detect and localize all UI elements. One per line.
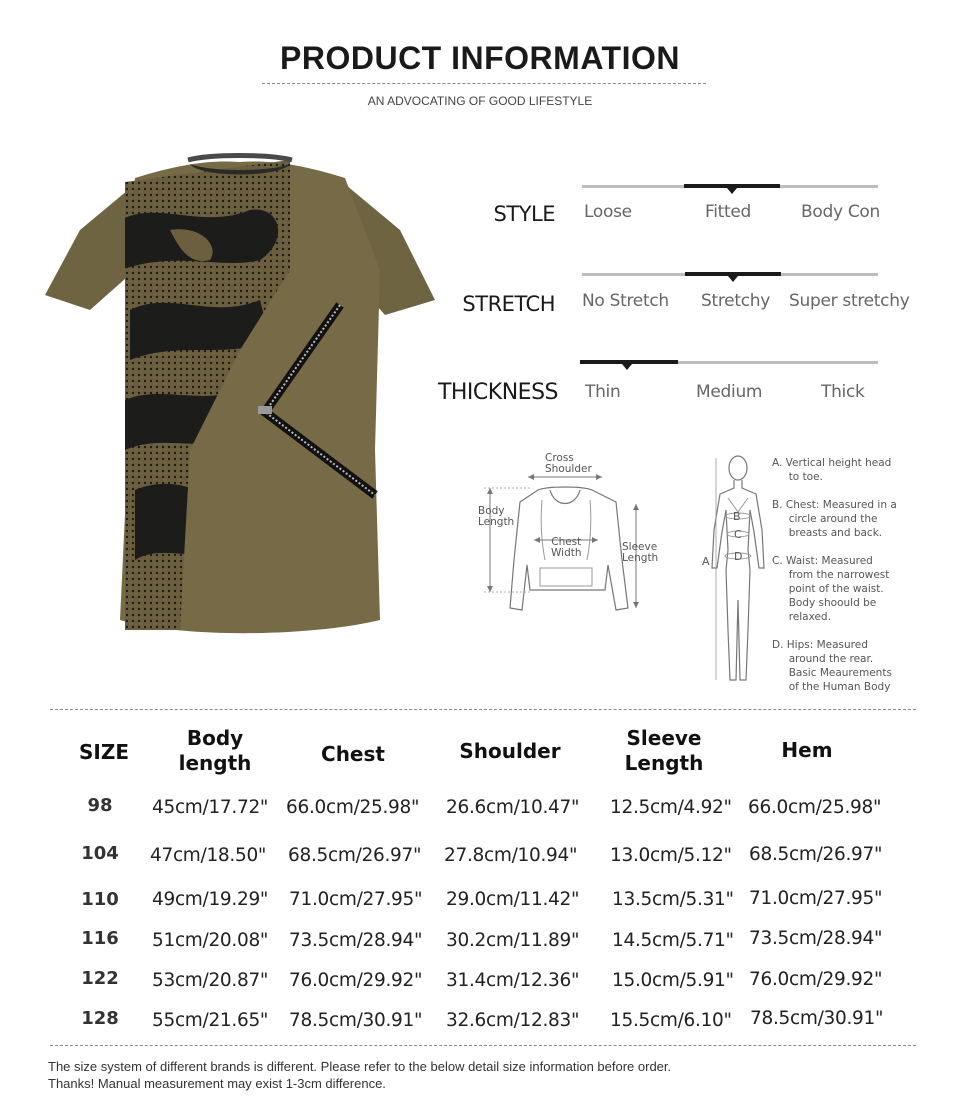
row-shoulder: 32.6cm/12.83" (446, 1010, 580, 1031)
row-hem: 76.0cm/29.92" (749, 969, 883, 990)
body-point-c: C (734, 528, 742, 541)
row-hem: 66.0cm/25.98" (748, 797, 882, 818)
stretch-label: STRETCH (462, 292, 555, 316)
body-point-a: A (702, 555, 710, 568)
cross-shoulder-label: Cross Shoulder (545, 452, 592, 475)
header-chest: Chest (321, 742, 385, 766)
body-length-label: Body Length (478, 505, 515, 528)
row-size: 98 (87, 795, 113, 816)
thickness-label: THICKNESS (437, 380, 558, 405)
note-a: A. Vertical height head to toe. (772, 457, 892, 483)
row-sleeve: 14.5cm/5.71" (612, 930, 734, 951)
row-size: 116 (81, 928, 119, 949)
row-chest: 66.0cm/25.98" (286, 797, 420, 818)
thickness-pointer-icon (622, 364, 632, 370)
row-sleeve: 13.5cm/5.31" (612, 889, 734, 910)
header-body-length: Body length (178, 726, 252, 775)
zipper-pull (258, 406, 272, 414)
row-size: 110 (81, 889, 119, 910)
body-point-d: D (734, 550, 743, 563)
row-size: 104 (81, 843, 119, 864)
row-hem: 78.5cm/30.91" (750, 1008, 884, 1029)
row-hem: 73.5cm/28.94" (749, 928, 883, 949)
header-hem: Hem (781, 738, 833, 762)
body-point-b: B (733, 510, 741, 523)
style-option-loose: Loose (584, 202, 632, 222)
page-title: PRODUCT INFORMATION (280, 40, 680, 76)
header-shoulder: Shoulder (459, 739, 561, 763)
style-label: STYLE (493, 202, 555, 226)
row-hem: 71.0cm/27.95" (749, 888, 883, 909)
page-subtitle: AN ADVOCATING OF GOOD LIFESTYLE (367, 94, 593, 108)
row-body-length: 47cm/18.50" (150, 845, 267, 866)
row-sleeve: 15.5cm/6.10" (610, 1010, 732, 1031)
thickness-option-thick: Thick (821, 382, 865, 402)
thickness-option-thin: Thin (585, 382, 621, 402)
row-body-length: 51cm/20.08" (152, 930, 269, 951)
row-sleeve: 12.5cm/4.92" (610, 797, 732, 818)
note-d: D. Hips: Measured around the rear. Basic Meaurements of the Human Body (772, 639, 892, 693)
table-bottom-divider (50, 1045, 916, 1046)
table-top-divider (50, 709, 916, 710)
row-chest: 76.0cm/29.92" (289, 970, 423, 991)
row-chest: 78.5cm/30.91" (289, 1010, 423, 1031)
row-size: 128 (81, 1008, 119, 1029)
title-divider (262, 83, 706, 84)
sleeve-length-label: Sleeve Length (622, 541, 659, 564)
footer-note-2: Thanks! Manual measurement may exist 1-3cm difference. (48, 1076, 386, 1091)
row-chest: 71.0cm/27.95" (289, 889, 423, 910)
chest-width-label: Chest Width (551, 536, 582, 559)
human-body-diagram (700, 450, 770, 686)
footer-note-1: The size system of different brands is different. Please refer to the below detail size information before order. (48, 1059, 672, 1074)
stretch-option-super: Super stretchy (789, 291, 910, 311)
row-sleeve: 15.0cm/5.91" (612, 970, 734, 991)
row-hem: 68.5cm/26.97" (749, 844, 883, 865)
row-shoulder: 31.4cm/12.36" (446, 970, 580, 991)
row-body-length: 53cm/20.87" (152, 970, 269, 991)
garment-measure-diagram (470, 450, 670, 620)
row-body-length: 49cm/19.29" (152, 889, 269, 910)
header-sleeve-length: Sleeve Length (624, 726, 704, 775)
stretch-pointer-icon (728, 276, 738, 282)
row-chest: 68.5cm/26.97" (288, 845, 422, 866)
row-shoulder: 27.8cm/10.94" (444, 845, 578, 866)
row-shoulder: 30.2cm/11.89" (446, 930, 580, 951)
style-pointer-icon (727, 188, 737, 194)
row-sleeve: 13.0cm/5.12" (610, 845, 732, 866)
row-shoulder: 26.6cm/10.47" (446, 797, 580, 818)
note-b: B. Chest: Measured in a circle around the breasts and back. (772, 499, 897, 539)
row-body-length: 45cm/17.72" (152, 797, 269, 818)
header-size: SIZE (78, 740, 129, 764)
thickness-option-medium: Medium (696, 382, 763, 402)
stretch-option-none: No Stretch (582, 291, 669, 311)
note-c: C. Waist: Measured from the narrowest point of the waist. Body shoould be relaxed. (772, 555, 890, 623)
style-option-fitted: Fitted (705, 202, 752, 222)
style-option-bodycon: Body Con (801, 202, 880, 222)
row-body-length: 55cm/21.65" (152, 1010, 269, 1031)
stretch-option-stretchy: Stretchy (701, 291, 770, 311)
row-size: 122 (81, 968, 119, 989)
row-shoulder: 29.0cm/11.42" (446, 889, 580, 910)
row-chest: 73.5cm/28.94" (289, 930, 423, 951)
